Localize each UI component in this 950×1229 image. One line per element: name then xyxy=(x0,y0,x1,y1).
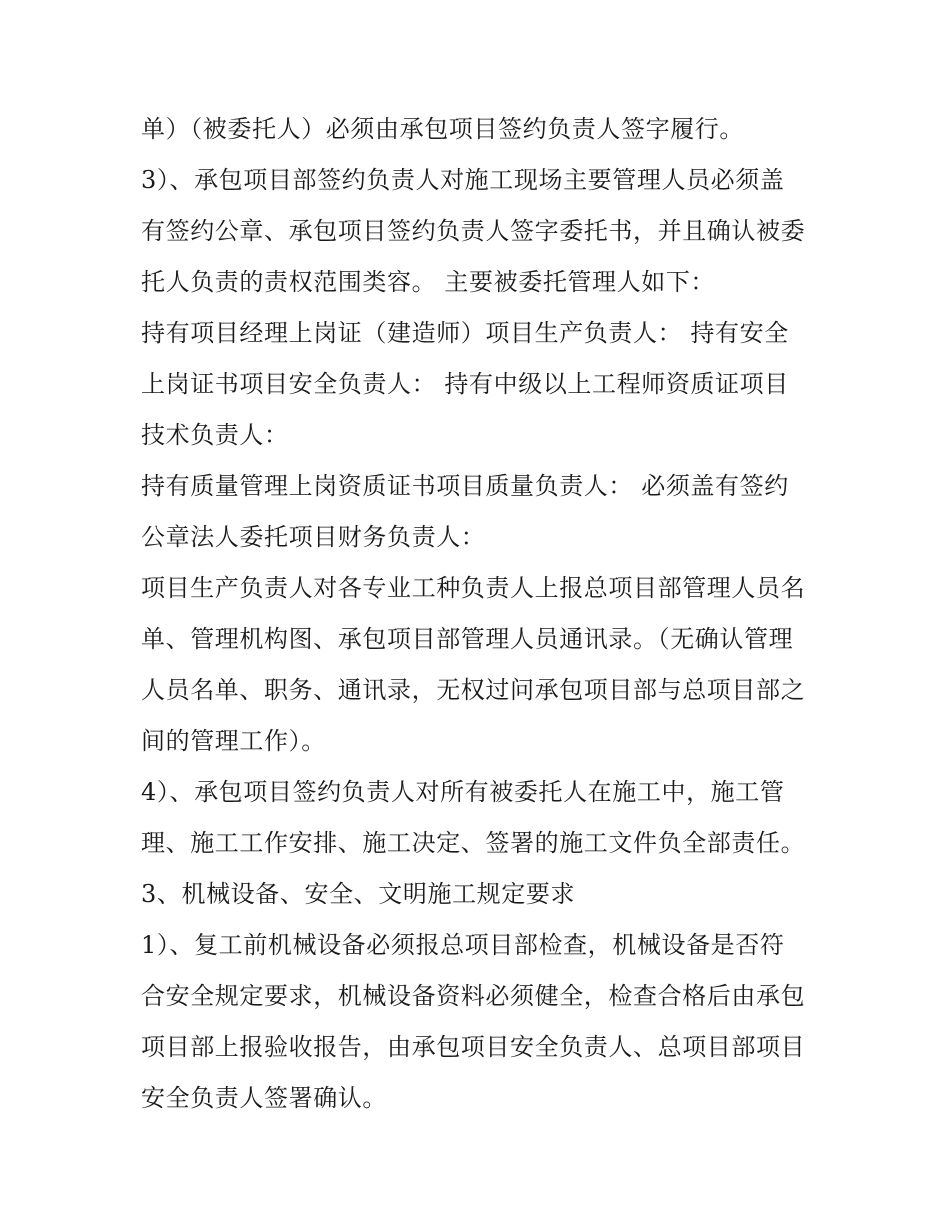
text-line: 1）、复工前机械设备必须报总项目部检查，机械设备是否符 xyxy=(141,931,785,959)
text-line: 3、机械设备、安全、文明施工规定要求 xyxy=(141,880,576,908)
text-line: 项目部上报验收报告，由承包项目安全负责人、总项目部项目 xyxy=(141,1033,806,1061)
text-line: 持有项目经理上岗证（建造师）项目生产负责人： 持有安全 xyxy=(141,319,789,347)
text-line: 技术负责人： xyxy=(141,421,289,449)
text-line: 托人负责的责权范围类容。 主要被委托管理人如下： xyxy=(141,268,716,296)
text-line: 单）（被委托人）必须由承包项目签约负责人签字履行。 xyxy=(141,115,744,143)
text-line: 持有质量管理上岗资质证书项目质量负责人： 必须盖有签约 xyxy=(141,472,789,500)
text-line: 人员名单、职务、通讯录，无权过问承包项目部与总项目部之 xyxy=(141,676,806,704)
text-line: 公章法人委托项目财务负责人： xyxy=(141,523,486,551)
text-line: 3）、承包项目部签约负责人对施工现场主要管理人员必须盖 xyxy=(141,166,785,194)
text-line: 理、施工工作安排、施工决定、签署的施工文件负全部责任。 xyxy=(141,829,806,857)
text-line: 间的管理工作）。 xyxy=(141,727,326,755)
text-line: 有签约公章、承包项目签约负责人签字委托书，并且确认被委 xyxy=(141,217,806,245)
text-line: 4）、承包项目签约负责人对所有被委托人在施工中，施工管 xyxy=(141,778,785,806)
text-line: 项目生产负责人对各专业工种负责人上报总项目部管理人员名 xyxy=(141,574,806,602)
text-line: 合安全规定要求，机械设备资料必须健全，检查合格后由承包 xyxy=(141,982,806,1010)
text-line: 安全负责人签署确认。 xyxy=(141,1084,387,1112)
text-line: 上岗证书项目安全负责人： 持有中级以上工程师资质证项目 xyxy=(141,370,789,398)
document-body xyxy=(141,104,821,1124)
text-line: 单、管理机构图、承包项目部管理人员通讯录。（无确认管理 xyxy=(141,625,794,653)
